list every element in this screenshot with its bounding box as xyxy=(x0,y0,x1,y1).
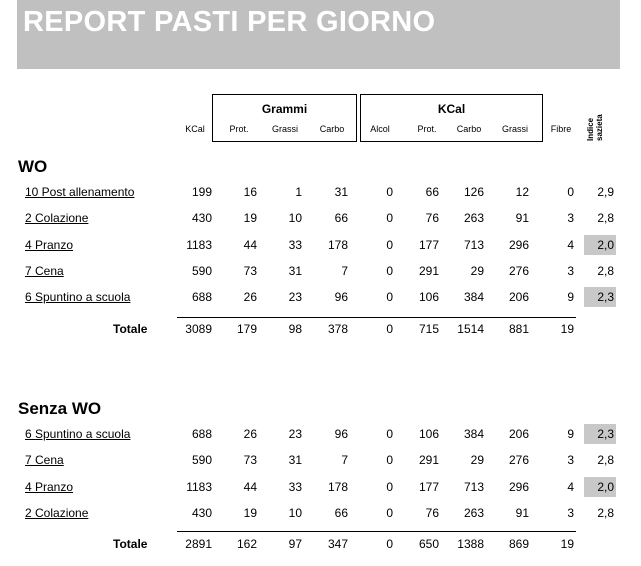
table-row xyxy=(0,208,641,228)
report-header-banner xyxy=(17,0,620,69)
total-value: 1514 xyxy=(457,322,484,336)
total-value: 715 xyxy=(418,322,439,336)
indice-value: 2,9 xyxy=(597,185,614,199)
cell-value: 66 xyxy=(334,211,348,225)
meal-link[interactable]: 4 Pranzo xyxy=(25,480,74,494)
col-header-carbo-g: Carbo xyxy=(319,124,345,134)
total-value: 19 xyxy=(560,537,574,551)
col-header-fibre: Fibre xyxy=(550,124,572,134)
total-value: 650 xyxy=(418,537,439,551)
total-divider xyxy=(177,531,576,532)
cell-value: 91 xyxy=(515,211,529,225)
cell-value: 96 xyxy=(334,290,348,304)
cell-value: 291 xyxy=(418,264,439,278)
indice-value: 2,8 xyxy=(597,264,614,278)
cell-value: 126 xyxy=(463,185,484,199)
cell-value: 23 xyxy=(288,427,302,441)
total-divider xyxy=(177,317,576,318)
total-value: 162 xyxy=(236,537,257,551)
indice-cell xyxy=(584,450,616,470)
cell-value: 76 xyxy=(425,211,439,225)
cell-value: 688 xyxy=(191,427,212,441)
cell-value: 0 xyxy=(386,185,393,199)
table-row xyxy=(0,503,641,523)
cell-value: 44 xyxy=(243,480,257,494)
cell-value: 33 xyxy=(288,480,302,494)
cell-value: 73 xyxy=(243,264,257,278)
indice-value: 2,8 xyxy=(597,453,614,467)
cell-value: 23 xyxy=(288,290,302,304)
indice-value: 2,8 xyxy=(597,211,614,225)
cell-value: 3 xyxy=(567,506,574,520)
cell-value: 263 xyxy=(463,211,484,225)
cell-value: 430 xyxy=(191,211,212,225)
total-row xyxy=(0,319,641,339)
cell-value: 0 xyxy=(386,264,393,278)
cell-value: 1183 xyxy=(186,480,212,494)
total-value: 2891 xyxy=(185,537,212,551)
indice-value: 2,3 xyxy=(597,290,614,304)
indice-value: 2,0 xyxy=(597,238,614,252)
meal-link[interactable]: 7 Cena xyxy=(25,453,64,467)
table-row xyxy=(0,235,641,255)
cell-value: 9 xyxy=(567,427,574,441)
total-value: 0 xyxy=(386,322,393,336)
cell-value: 177 xyxy=(418,480,439,494)
cell-value: 66 xyxy=(334,506,348,520)
cell-value: 91 xyxy=(515,506,529,520)
cell-value: 12 xyxy=(515,185,529,199)
cell-value: 31 xyxy=(334,185,348,199)
total-value: 179 xyxy=(236,322,257,336)
cell-value: 10 xyxy=(288,506,302,520)
cell-value: 31 xyxy=(288,453,302,467)
total-label: Totale xyxy=(113,322,148,336)
cell-value: 590 xyxy=(191,453,212,467)
meal-link[interactable]: 2 Colazione xyxy=(25,211,89,225)
cell-value: 263 xyxy=(463,506,484,520)
cell-value: 7 xyxy=(341,264,348,278)
cell-value: 430 xyxy=(191,506,212,520)
indice-cell xyxy=(584,477,616,497)
cell-value: 66 xyxy=(425,185,439,199)
cell-value: 0 xyxy=(386,453,393,467)
cell-value: 0 xyxy=(386,290,393,304)
cell-value: 106 xyxy=(418,427,439,441)
cell-value: 3 xyxy=(567,211,574,225)
cell-value: 29 xyxy=(470,264,484,278)
cell-value: 26 xyxy=(243,427,257,441)
total-value: 378 xyxy=(327,322,348,336)
total-value: 1388 xyxy=(457,537,484,551)
cell-value: 199 xyxy=(191,185,212,199)
cell-value: 73 xyxy=(243,453,257,467)
cell-value: 1183 xyxy=(186,238,212,252)
indice-value: 2,0 xyxy=(597,480,614,494)
cell-value: 0 xyxy=(386,480,393,494)
total-value: 3089 xyxy=(185,322,212,336)
cell-value: 590 xyxy=(191,264,212,278)
col-header-alcol: Alcol xyxy=(370,124,390,134)
indice-cell xyxy=(584,424,616,444)
cell-value: 29 xyxy=(470,453,484,467)
report-title: REPORT PASTI PER GIORNO xyxy=(23,6,436,38)
cell-value: 206 xyxy=(508,427,529,441)
cell-value: 4 xyxy=(567,238,574,252)
cell-value: 3 xyxy=(567,264,574,278)
grammi-group-box xyxy=(212,94,357,142)
total-value: 97 xyxy=(288,537,302,551)
meal-link[interactable]: 2 Colazione xyxy=(25,506,89,520)
total-value: 0 xyxy=(386,537,393,551)
col-header-kcal: KCal xyxy=(185,124,205,134)
cell-value: 713 xyxy=(463,238,484,252)
cell-value: 384 xyxy=(463,427,484,441)
cell-value: 19 xyxy=(243,211,257,225)
cell-value: 206 xyxy=(508,290,529,304)
cell-value: 10 xyxy=(288,211,302,225)
cell-value: 688 xyxy=(191,290,212,304)
col-header-indice xyxy=(580,101,606,141)
cell-value: 1 xyxy=(295,185,302,199)
indice-cell xyxy=(584,182,616,202)
col-header-prot-g: Prot. xyxy=(229,124,249,134)
table-row xyxy=(0,450,641,470)
table-row xyxy=(0,424,641,444)
cell-value: 0 xyxy=(386,427,393,441)
col-header-prot-k: Prot. xyxy=(417,124,437,134)
total-value: 98 xyxy=(288,322,302,336)
cell-value: 44 xyxy=(243,238,257,252)
indice-cell xyxy=(584,235,616,255)
indice-value: 2,3 xyxy=(597,427,614,441)
cell-value: 713 xyxy=(463,480,484,494)
total-value: 347 xyxy=(327,537,348,551)
section-title: Senza WO xyxy=(18,399,102,418)
cell-value: 16 xyxy=(243,185,257,199)
indice-cell xyxy=(584,261,616,281)
indice-cell xyxy=(584,208,616,228)
indice-cell xyxy=(584,287,616,307)
col-header-grassi-g: Grassi xyxy=(271,124,298,134)
table-row xyxy=(0,287,641,307)
cell-value: 31 xyxy=(288,264,302,278)
cell-value: 26 xyxy=(243,290,257,304)
col-header-carbo-k: Carbo xyxy=(456,124,482,134)
cell-value: 4 xyxy=(567,480,574,494)
cell-value: 178 xyxy=(327,480,348,494)
cell-value: 178 xyxy=(327,238,348,252)
table-row xyxy=(0,261,641,281)
kcal-group-box xyxy=(360,94,543,142)
cell-value: 291 xyxy=(418,453,439,467)
cell-value: 276 xyxy=(508,264,529,278)
section-title: WO xyxy=(18,157,48,176)
total-value: 869 xyxy=(508,537,529,551)
grammi-group-title: Grammi xyxy=(261,102,308,116)
cell-value: 7 xyxy=(341,453,348,467)
total-value: 19 xyxy=(560,322,574,336)
cell-value: 9 xyxy=(567,290,574,304)
cell-value: 177 xyxy=(418,238,439,252)
meal-link[interactable]: 6 Spuntino a scuola xyxy=(25,290,131,304)
kcal-group-title: KCal xyxy=(437,102,466,116)
table-row xyxy=(0,182,641,202)
cell-value: 0 xyxy=(567,185,574,199)
total-label: Totale xyxy=(113,537,148,551)
meal-link[interactable]: 7 Cena xyxy=(25,264,64,278)
cell-value: 0 xyxy=(386,506,393,520)
cell-value: 76 xyxy=(425,506,439,520)
meal-link[interactable]: 4 Pranzo xyxy=(25,238,74,252)
cell-value: 384 xyxy=(463,290,484,304)
col-header-indice-label: Indice sazieta xyxy=(586,114,604,141)
total-row xyxy=(0,534,641,554)
table-row xyxy=(0,477,641,497)
cell-value: 19 xyxy=(243,506,257,520)
indice-value: 2,8 xyxy=(597,506,614,520)
meal-link[interactable]: 10 Post allenamento xyxy=(25,185,135,199)
indice-cell xyxy=(584,503,616,523)
cell-value: 296 xyxy=(508,480,529,494)
cell-value: 106 xyxy=(418,290,439,304)
cell-value: 276 xyxy=(508,453,529,467)
cell-value: 33 xyxy=(288,238,302,252)
col-header-grassi-k: Grassi xyxy=(501,124,528,134)
cell-value: 96 xyxy=(334,427,348,441)
total-value: 881 xyxy=(508,322,529,336)
cell-value: 3 xyxy=(567,453,574,467)
cell-value: 0 xyxy=(386,238,393,252)
cell-value: 0 xyxy=(386,211,393,225)
cell-value: 296 xyxy=(508,238,529,252)
meal-link[interactable]: 6 Spuntino a scuola xyxy=(25,427,131,441)
